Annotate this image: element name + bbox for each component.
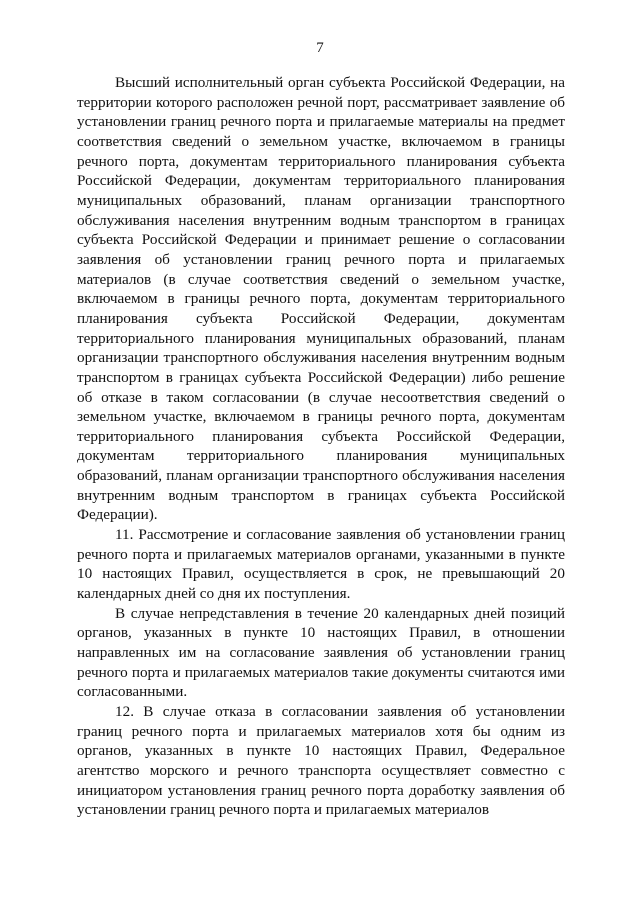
document-body [77,73,565,820]
paragraph-item-12: 12. В случае отказа в согласовании заявления об установлении границ речного порта и прилагаемых материалов хотя бы одним из органов, указанных в пункте 10 настоящих Правил, Федеральное агентство морского и речного транспорта осуществляет совместно с инициатором установления границ речного порта доработку заявления об установлении границ речного порта и прилагаемых материалов [77,703,565,819]
page-number: 7 [316,40,324,56]
paragraph-no-response: В случае непредставления в течение 20 календарных дней позиций органов, указанных в пункте 10 настоящих Правил, в отношении направленных им на согласование заявления об установлении границ речного порта и прилагаемых материалов такие документы считаются ими согласованными. [77,604,565,701]
paragraph-regional-review: Высший исполнительный орган субъекта Российской Федерации, на территории которого расположен речной порт, рассматривает заявление об установлении границ речного порта и прилагаемые материалы на предмет соответствия сведений о земельном участке, включаемом в границы речного порта, документам территориального планирования субъекта Российской Федерации, документам территориального планирования муниципальных образований, планам организации транспортного обслуживания населения внутренним водным транспортом в границах субъекта Российской Федерации и принимает решение о согласовании заявления об установлении границ речного порта и прилагаемых материалов (в случае соответствия сведений о земельном участке, включаемом в границы речного порта, документам территориального планирования субъекта Российской Федерации, документам территориального планирования муниципальных образований, планам организации транспортного обслуживания населения внутренним водным транспортом в границах субъекта Российской Федерации) либо решение об отказе в таком согласовании (в случае несоответствия сведений о земельном участке, включаемом в границы речного порта, документам территориального планирования субъекта Российской Федерации, документам территориального планирования муниципальных образований, планам организации транспортного обслуживания населения внутренним водным транспортом в границах субъекта Российской Федерации). [77,74,565,524]
paragraph-item-11: 11. Рассмотрение и согласование заявления об установлении границ речного порта и прилагаемых материалов органами, указанными в пункте 10 настоящих Правил, осуществляется в срок, не превышающий 20 календарных дней со дня их поступления. [77,526,565,603]
